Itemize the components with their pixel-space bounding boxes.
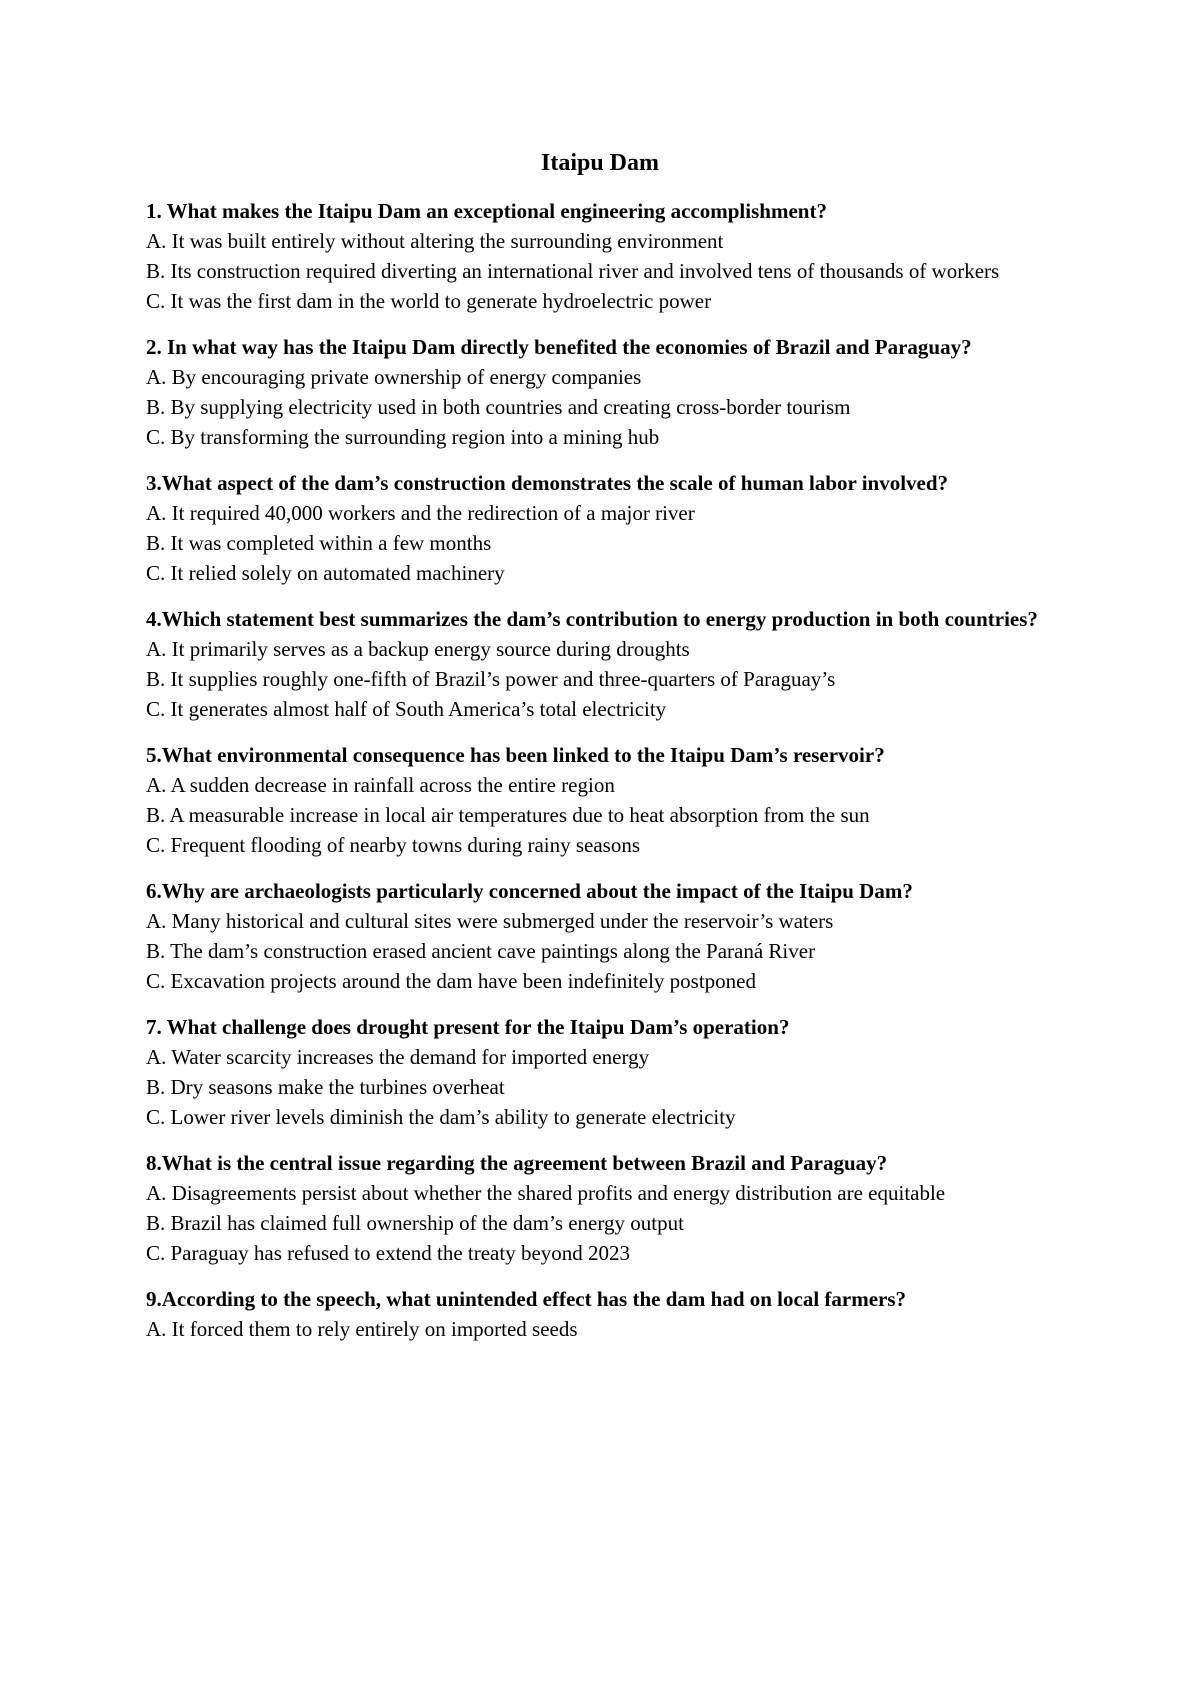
answer-option: C. It generates almost half of South America’s total electricity [146,697,667,721]
question-5 [146,740,1076,860]
answer-option: B. By supplying electricity used in both countries and creating cross-border tourism [146,395,851,419]
question-8 [146,1148,1076,1268]
answer-option: B. A measurable increase in local air temperatures due to heat absorption from the sun [146,803,870,827]
answer-option: B. Brazil has claimed full ownership of the dam’s energy output [146,1211,684,1235]
question-list [146,196,1076,1360]
answer-option: A. It required 40,000 workers and the redirection of a major river [146,501,695,525]
answer-option: B. It was completed within a few months [146,531,492,555]
question-2 [146,332,1076,452]
answer-option: B. The dam’s construction erased ancient cave paintings along the Paraná River [146,939,816,963]
question-text: 3.What aspect of the dam’s construction demonstrates the scale of human labor involved? [146,471,949,495]
answer-option: C. Lower river levels diminish the dam’s ability to generate electricity [146,1105,736,1129]
answer-option: A. By encouraging private ownership of energy companies [146,365,642,389]
answer-option: C. It was the first dam in the world to generate hydroelectric power [146,289,712,313]
question-text: 1. What makes the Itaipu Dam an exceptional engineering accomplishment? [146,199,827,223]
answer-option: B. It supplies roughly one-fifth of Brazil’s power and three-quarters of Paraguay’s [146,667,836,691]
answer-option: A. Many historical and cultural sites were submerged under the reservoir’s waters [146,909,834,933]
question-1 [146,196,1076,316]
question-7 [146,1012,1076,1132]
answer-option: A. Water scarcity increases the demand for imported energy [146,1045,650,1069]
question-text: 2. In what way has the Itaipu Dam directly benefited the economies of Brazil and Paraguay? [146,335,972,359]
question-6 [146,876,1076,996]
answer-option: C. It relied solely on automated machinery [146,561,505,585]
question-4 [146,604,1076,724]
answer-option: A. It was built entirely without altering the surrounding environment [146,229,724,253]
answer-option: A. Disagreements persist about whether the shared profits and energy distribution are equitable [146,1181,946,1205]
question-text: 7. What challenge does drought present for the Itaipu Dam’s operation? [146,1015,790,1039]
answer-option: B. Dry seasons make the turbines overheat [146,1075,505,1099]
answer-option: C. Paraguay has refused to extend the treaty beyond 2023 [146,1241,631,1265]
answer-option: A. A sudden decrease in rainfall across the entire region [146,773,615,797]
answer-option: A. It forced them to rely entirely on imported seeds [146,1317,578,1341]
document-title: Itaipu Dam [540,150,660,176]
question-text: 8.What is the central issue regarding the agreement between Brazil and Paraguay? [146,1151,888,1175]
question-3 [146,468,1076,588]
answer-option: A. It primarily serves as a backup energy source during droughts [146,637,690,661]
answer-option: C. By transforming the surrounding region into a mining hub [146,425,660,449]
answer-option: C. Excavation projects around the dam have been indefinitely postponed [146,969,756,993]
answer-option: B. Its construction required diverting an international river and involved tens of thousands of workers [146,259,1000,283]
question-text: 5.What environmental consequence has been linked to the Itaipu Dam’s reservoir? [146,743,885,767]
question-text: 9.According to the speech, what unintended effect has the dam had on local farmers? [146,1287,907,1311]
question-text: 4.Which statement best summarizes the dam’s contribution to energy production in both countries? [146,607,1038,631]
question-text: 6.Why are archaeologists particularly concerned about the impact of the Itaipu Dam? [146,879,913,903]
question-9 [146,1284,1076,1344]
answer-option: C. Frequent flooding of nearby towns during rainy seasons [146,833,641,857]
